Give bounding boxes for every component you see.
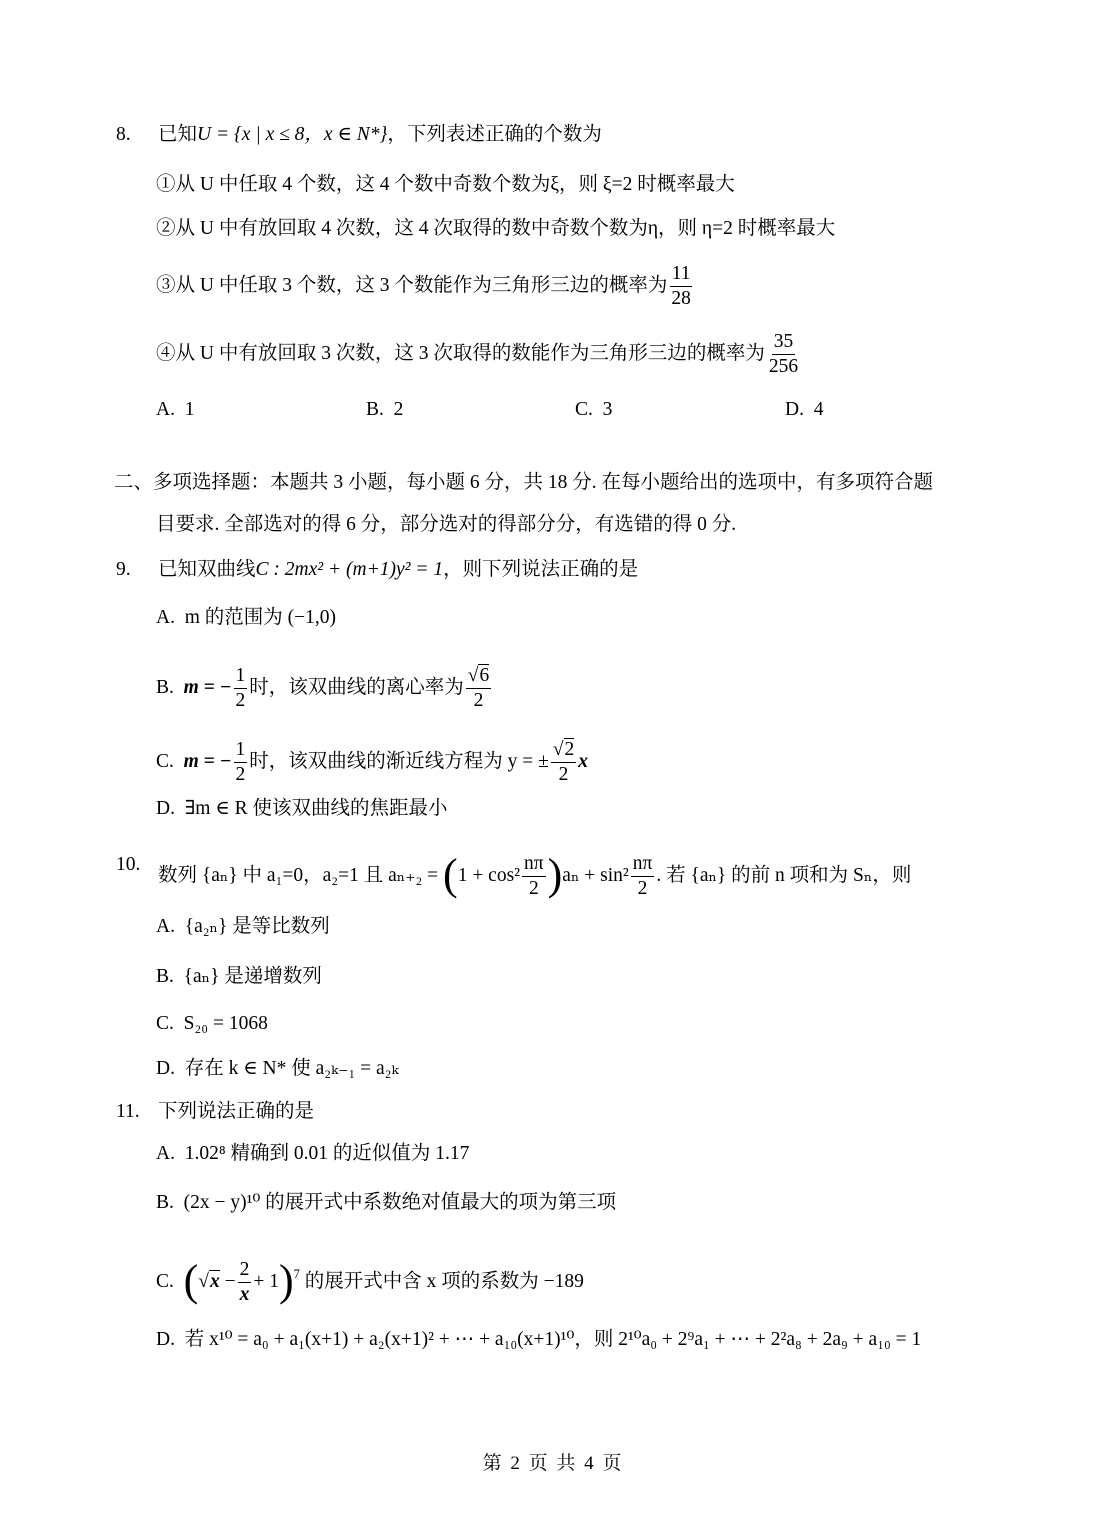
- q10-option-d-label: D.: [156, 1058, 175, 1079]
- q8-s4-numerator: 35: [772, 330, 796, 355]
- q8-option-c: [575, 397, 612, 423]
- q8-statement-4-text: ④从 U 中有放回取 3 次数，这 3 次取得的数能作为三角形三边的概率为: [156, 342, 765, 364]
- q9-stem-post: ，则下列说法正确的是: [443, 559, 639, 580]
- q8-statement-3: [156, 262, 695, 311]
- q9-option-c-asymptote: [551, 738, 576, 787]
- q10-cos-numerator: nπ: [522, 852, 546, 877]
- q10-option-d: [156, 1056, 399, 1082]
- q10-cos-denominator: 2: [528, 878, 539, 899]
- q9-option-c-label: C.: [156, 750, 174, 772]
- q11-c-denominator-x: x: [239, 1284, 250, 1305]
- q11-option-b-text: (2x − y)¹⁰ 的展开式中系数绝对值最大的项为第三项: [183, 1192, 617, 1213]
- q9-stem: [158, 557, 638, 583]
- q11-c-right-paren: ): [279, 1255, 294, 1305]
- q8-statement-1: ①从 U 中任取 4 个数，这 4 个数中奇数个数为ξ，则 ξ=2 时概率最大: [156, 174, 735, 195]
- q9-option-c-x: x: [578, 750, 589, 772]
- q9-option-a: [156, 605, 336, 631]
- q9-option-c: [156, 738, 588, 787]
- section2-heading-line1: 二、多项选择题：本题共 3 小题，每小题 6 分，共 18 分. 在每小题给出的选项中，有多项符合题: [114, 472, 934, 493]
- q11-c-sqrt-x-var: x: [210, 1270, 220, 1292]
- q10-option-c-text: S₂₀ = 1068: [183, 1013, 268, 1034]
- q9-option-b: [156, 664, 493, 713]
- q9-option-b-m: m = −: [183, 676, 232, 698]
- q8-stem: [158, 122, 602, 148]
- q11-option-d-text: 若 x¹⁰ = a₀ + a₁(x+1) + a₂(x+1)² + ⋯ + a₁₀(x+1)¹⁰，则 2¹⁰a₀ + 2⁹a₁ + ⋯ + 2²a₈ + 2a₉ + a₁₀ = 1: [184, 1329, 922, 1350]
- q11-option-a-text: 1.02⁸ 精确到 0.01 的近似值为 1.17: [184, 1143, 470, 1164]
- q11-c-sqrt-x: [209, 1270, 220, 1292]
- q11-c-post: 的展开式中含 x 项的系数为 −189: [304, 1270, 584, 1292]
- q8-option-d: [785, 397, 823, 423]
- q8-option-b-value: 2: [393, 399, 404, 420]
- q11-option-d: [156, 1327, 921, 1353]
- q11-option-b: [156, 1190, 616, 1216]
- q8-option-a: [156, 397, 194, 423]
- q11-option-a-label: A.: [156, 1143, 175, 1164]
- q10-sin-denominator: 2: [637, 878, 648, 899]
- q11-number: 11.: [116, 1101, 140, 1122]
- q10-option-a-label: A.: [156, 916, 175, 937]
- q8-s3-numerator: 11: [670, 262, 693, 287]
- q8-number: 8.: [116, 124, 131, 145]
- q8-statement-2: ②从 U 中有放回取 4 次数，这 4 次取得的数中奇数个数为η，则 η=2 时概率最大: [156, 218, 836, 239]
- q11-option-c-label: C.: [156, 1270, 174, 1292]
- q9-b-sqrt-numerator: √6: [466, 664, 491, 689]
- q10-sin-numerator: nπ: [631, 852, 655, 877]
- q9-option-b-text: 时，该双曲线的离心率为: [249, 676, 464, 698]
- section2-heading-line2: 目要求. 全部选对的得 6 分，部分选对的得部分分，有选错的得 0 分.: [156, 514, 737, 535]
- q11-option-d-label: D.: [156, 1329, 175, 1350]
- q8-statement-3-text: ③从 U 中任取 3 个数，这 3 个数能作为三角形三边的概率为: [156, 274, 668, 296]
- q11-c-minus: −: [224, 1270, 236, 1292]
- q11-option-c: C. (√x − $\frac{2}{x}$ + 1)$^7$ 的展开式中含 x 项的系数为 −189: [156, 1255, 584, 1305]
- q8-option-d-value: 4: [813, 399, 824, 420]
- q11-option-b-label: B.: [156, 1192, 174, 1213]
- q9-stem-pre: 已知双曲线: [158, 559, 256, 580]
- q8-s4-denominator: 256: [768, 356, 799, 377]
- q10-stem: [158, 849, 912, 901]
- q9-stem-equation: C : 2mx² + (m+1)y² = 1: [255, 559, 444, 580]
- q9-c-asym-denominator: 2: [558, 764, 569, 785]
- q10-option-b: [156, 964, 322, 990]
- q9-option-b-fraction: [234, 664, 248, 713]
- q8-option-a-label: A.: [156, 399, 175, 420]
- q10-option-b-text: {aₙ} 是递增数列: [183, 966, 322, 987]
- q10-option-c: [156, 1011, 268, 1037]
- q9-option-a-text: m 的范围为 (−1,0): [184, 607, 336, 628]
- q9-option-d-text: ∃m ∈ R 使该双曲线的焦距最小: [184, 798, 448, 819]
- q10-number: 10.: [116, 854, 141, 875]
- q8-fraction-35-256: [767, 330, 800, 379]
- q8-stem-set: U = {x | x ≤ 8，x ∈ N*}: [197, 124, 388, 145]
- q10-option-a-text: {a₂ₙ} 是等比数列: [184, 916, 330, 937]
- q8-option-c-label: C.: [575, 399, 593, 420]
- q8-option-b-label: B.: [366, 399, 384, 420]
- q10-option-a: [156, 914, 330, 940]
- q11-c-exponent: 7: [293, 1266, 300, 1281]
- q9-c-denominator: 2: [235, 764, 246, 785]
- q9-b-sqrt6: 6: [479, 665, 490, 686]
- q10-stem-post: . 若 {aₙ} 的前 n 项和为 Sₙ，则: [656, 864, 912, 886]
- q9-option-b-label: B.: [156, 676, 174, 698]
- q9-option-a-label: A.: [156, 607, 175, 628]
- q9-c-numerator: 1: [234, 738, 248, 763]
- q9-number: 9.: [116, 559, 131, 580]
- q11-c-left-paren: (: [183, 1255, 199, 1305]
- q8-option-d-label: D.: [785, 399, 804, 420]
- q9-option-c-text: 时，该双曲线的渐近线方程为 y = ±: [249, 750, 549, 772]
- q11-c-numerator: 2: [238, 1258, 252, 1283]
- q8-fraction-11-28: [669, 262, 693, 311]
- q11-c-fraction: [238, 1258, 252, 1307]
- q8-option-c-value: 3: [602, 399, 613, 420]
- q9-b-ecc-denominator: 2: [473, 690, 484, 711]
- q11-option-a: [156, 1141, 469, 1167]
- q9-option-c-m: m = −: [183, 750, 232, 772]
- q10-right-paren: ): [547, 849, 563, 899]
- q8-option-a-value: 1: [184, 399, 195, 420]
- page-footer: 第 2 页 共 4 页: [482, 1453, 624, 1474]
- q10-option-d-text: 存在 k ∈ N* 使 a₂ₖ₋₁ = a₂ₖ: [184, 1058, 399, 1079]
- q9-b-numerator: 1: [234, 664, 248, 689]
- q9-option-c-fraction: [234, 738, 248, 787]
- q10-stem-cos: 1 + cos²: [457, 864, 521, 886]
- q10-option-c-label: C.: [156, 1013, 174, 1034]
- q10-fraction-sin: [631, 852, 655, 901]
- q10-stem-sin: aₙ + sin²: [562, 864, 629, 886]
- q8-s3-denominator: 28: [671, 288, 691, 309]
- q9-option-d-label: D.: [156, 798, 175, 819]
- q8-statement-4: [156, 330, 802, 379]
- q9-option-b-eccentricity: [466, 664, 491, 713]
- q10-option-b-label: B.: [156, 966, 174, 987]
- q8-option-b: [366, 397, 403, 423]
- q11-c-plus-one: + 1: [253, 1270, 279, 1292]
- q9-b-denominator: 2: [235, 690, 246, 711]
- q11-c-denominator: [238, 1283, 252, 1307]
- q10-fraction-cos: [522, 852, 546, 901]
- q9-c-sqrt-numerator: √2: [551, 738, 576, 763]
- q9-c-sqrt2: 2: [564, 739, 575, 760]
- q11-stem: 下列说法正确的是: [158, 1101, 315, 1122]
- q8-stem-post: ，下列表述正确的个数为: [387, 124, 602, 145]
- q9-option-d: [156, 796, 448, 822]
- q10-stem-pre: 数列 {aₙ} 中 a₁=0，a₂=1 且 aₙ₊₂ =: [158, 864, 439, 886]
- q8-stem-pre: 已知: [158, 124, 198, 145]
- q10-left-paren: (: [443, 849, 458, 899]
